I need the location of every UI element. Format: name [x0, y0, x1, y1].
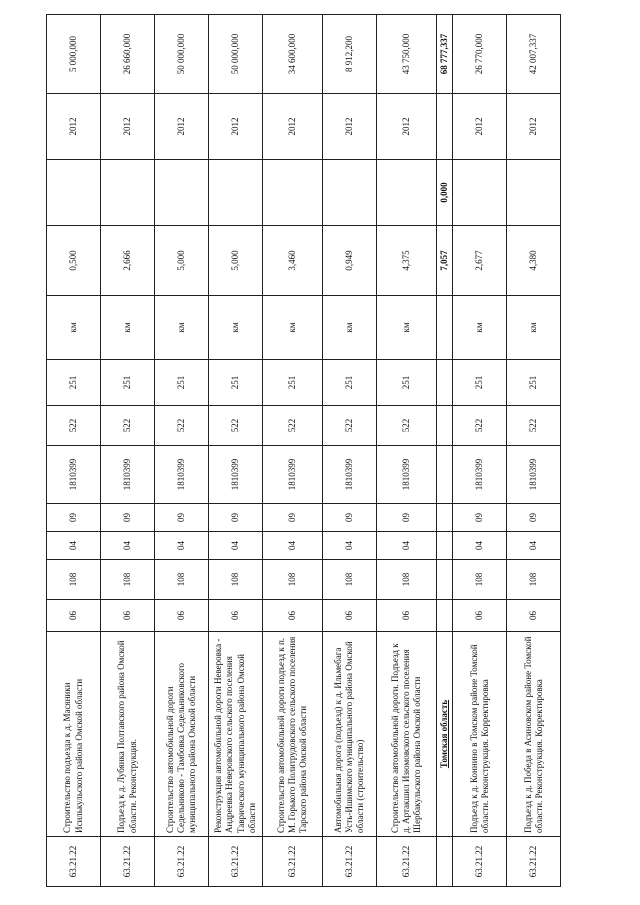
row-unit: км — [209, 296, 263, 360]
row-capacity: 5,000 — [155, 226, 209, 296]
row-kosgu: 251 — [101, 360, 155, 406]
row-kosgu: 251 — [263, 360, 323, 406]
table-row — [453, 15, 507, 887]
row-code: 63.21.22 — [155, 837, 209, 887]
row-section: 04 — [209, 532, 263, 560]
row-target-article: 1810399 — [323, 446, 377, 504]
row-capacity-2 — [47, 160, 101, 226]
row-section: 04 — [155, 532, 209, 560]
row-capacity-2 — [377, 160, 437, 226]
row-name: Автомобильная дорога (подъезд) к д. Ильмебага Усть-Ишимского муниципального района Омской области (строительство) — [323, 632, 377, 837]
row-unit: км — [263, 296, 323, 360]
row-expense-type: 522 — [101, 406, 155, 446]
empty-cell — [437, 600, 453, 632]
row-subsection: 09 — [323, 504, 377, 532]
row-year: 2012 — [507, 94, 561, 160]
row-capacity: 2,666 — [101, 226, 155, 296]
row-amount: 42 007,337 — [507, 15, 561, 94]
row-capacity-2 — [323, 160, 377, 226]
row-subsection: 09 — [209, 504, 263, 532]
row-capacity: 2,677 — [453, 226, 507, 296]
row-subsection: 09 — [453, 504, 507, 532]
row-target-article: 1810399 — [155, 446, 209, 504]
row-gov-code: 06 — [155, 600, 209, 632]
row-year: 2012 — [101, 94, 155, 160]
row-gov-code: 06 — [101, 600, 155, 632]
row-capacity: 5,000 — [209, 226, 263, 296]
row-budget-code: 108 — [507, 560, 561, 600]
row-section: 04 — [507, 532, 561, 560]
row-name: Подъезд к д. Победа в Асиновском районе Томской области. Реконструкция. Корректировка — [507, 632, 561, 837]
row-section: 04 — [101, 532, 155, 560]
row-section: 04 — [453, 532, 507, 560]
row-gov-code: 06 — [453, 600, 507, 632]
row-section: 04 — [323, 532, 377, 560]
row-capacity: 0,500 — [47, 226, 101, 296]
row-unit: км — [155, 296, 209, 360]
row-code: 63.21.22 — [377, 837, 437, 887]
row-unit: км — [101, 296, 155, 360]
row-section: 04 — [377, 532, 437, 560]
row-budget-code: 108 — [453, 560, 507, 600]
row-amount: 5 000,000 — [47, 15, 101, 94]
empty-cell — [437, 360, 453, 406]
row-subsection: 09 — [101, 504, 155, 532]
row-kosgu: 251 — [155, 360, 209, 406]
row-budget-code: 108 — [155, 560, 209, 600]
row-kosgu: 251 — [323, 360, 377, 406]
row-kosgu: 251 — [377, 360, 437, 406]
empty-cell — [437, 406, 453, 446]
row-gov-code: 06 — [323, 600, 377, 632]
row-amount: 34 600,000 — [263, 15, 323, 94]
row-target-article: 1810399 — [101, 446, 155, 504]
row-amount: 26 770,000 — [453, 15, 507, 94]
row-name: Подъезд к д. Лубянка Полтавского района Омской области. Реконструкция. — [101, 632, 155, 837]
row-budget-code: 108 — [377, 560, 437, 600]
row-year: 2012 — [377, 94, 437, 160]
row-capacity-2 — [101, 160, 155, 226]
row-target-article: 1810399 — [453, 446, 507, 504]
row-year: 2012 — [263, 94, 323, 160]
row-target-article: 1810399 — [263, 446, 323, 504]
row-capacity-2 — [155, 160, 209, 226]
empty-cell — [437, 94, 453, 160]
row-amount: 26 660,000 — [101, 15, 155, 94]
table-row — [377, 15, 437, 887]
row-unit: км — [453, 296, 507, 360]
row-year: 2012 — [209, 94, 263, 160]
row-kosgu: 251 — [47, 360, 101, 406]
table-row — [209, 15, 263, 887]
row-name: Строительство автомобильной дороги. Подъезд к д. Артакшил Изюмовского сельского поселения Шербакульского района Омской области — [377, 632, 437, 837]
row-capacity-2 — [507, 160, 561, 226]
row-code: 63.21.22 — [263, 837, 323, 887]
row-name: Подъезд к д. Коннино в Томском районе Томской области. Реконструкция. Корректировка — [453, 632, 507, 837]
table-row — [101, 15, 155, 887]
row-budget-code: 108 — [209, 560, 263, 600]
row-expense-type: 522 — [47, 406, 101, 446]
row-budget-code: 108 — [101, 560, 155, 600]
empty-cell — [437, 532, 453, 560]
region-capacity: 7,057 — [437, 226, 453, 296]
row-target-article: 1810399 — [377, 446, 437, 504]
row-kosgu: 251 — [453, 360, 507, 406]
row-amount: 50 000,000 — [155, 15, 209, 94]
row-unit: км — [507, 296, 561, 360]
row-gov-code: 06 — [507, 600, 561, 632]
row-expense-type: 522 — [209, 406, 263, 446]
empty-cell — [437, 446, 453, 504]
row-name: Строительство автомобильной дороги подъезд к п. М. Горького Политрудовского сельского поселения Тарского района Омской области — [263, 632, 323, 837]
row-year: 2012 — [47, 94, 101, 160]
row-code: 63.21.22 — [507, 837, 561, 887]
row-unit: км — [377, 296, 437, 360]
row-amount: 8 912,200 — [323, 15, 377, 94]
region-amount: 68 777,337 — [437, 15, 453, 94]
row-name: Реконструкция автомобильной дороги Неверовка - Андреевка Неверовского сельского поселения Таврического муниципального района Омской области — [209, 632, 263, 837]
row-gov-code: 06 — [47, 600, 101, 632]
row-capacity: 3,460 — [263, 226, 323, 296]
row-expense-type: 522 — [263, 406, 323, 446]
row-target-article: 1810399 — [209, 446, 263, 504]
row-gov-code: 06 — [209, 600, 263, 632]
table-row — [47, 15, 101, 887]
region-capacity-2: 0,000 — [437, 160, 453, 226]
row-year: 2012 — [323, 94, 377, 160]
row-gov-code: 06 — [263, 600, 323, 632]
row-target-article: 1810399 — [47, 446, 101, 504]
row-name: Строительство автомобильной дороги Седельниково - Тамбовка Седельниковского муниципального района Омской области — [155, 632, 209, 837]
row-subsection: 09 — [377, 504, 437, 532]
table-body — [47, 15, 561, 887]
row-section: 04 — [47, 532, 101, 560]
row-gov-code: 06 — [377, 600, 437, 632]
row-expense-type: 522 — [377, 406, 437, 446]
row-subsection: 09 — [155, 504, 209, 532]
row-amount: 50 000,000 — [209, 15, 263, 94]
row-budget-code: 108 — [263, 560, 323, 600]
row-code: 63.21.22 — [209, 837, 263, 887]
row-capacity: 0,949 — [323, 226, 377, 296]
row-expense-type: 522 — [155, 406, 209, 446]
row-capacity-2 — [209, 160, 263, 226]
row-code: 63.21.22 — [47, 837, 101, 887]
table-row — [263, 15, 323, 887]
empty-cell — [437, 504, 453, 532]
row-code: 63.21.22 — [101, 837, 155, 887]
row-budget-code: 108 — [47, 560, 101, 600]
row-subsection: 09 — [263, 504, 323, 532]
row-unit: км — [323, 296, 377, 360]
region-code — [437, 837, 453, 887]
table-row — [323, 15, 377, 887]
row-name: Строительство подъезда к д. Масяники Исилькульского района Омской области — [47, 632, 101, 837]
row-unit: км — [47, 296, 101, 360]
region-name: Томская область — [437, 632, 453, 837]
table-row — [507, 15, 561, 887]
row-subsection: 09 — [507, 504, 561, 532]
row-capacity-2 — [263, 160, 323, 226]
row-expense-type: 522 — [453, 406, 507, 446]
region-total-row — [437, 15, 453, 887]
row-budget-code: 108 — [323, 560, 377, 600]
empty-cell — [437, 560, 453, 600]
row-year: 2012 — [155, 94, 209, 160]
row-year: 2012 — [453, 94, 507, 160]
row-capacity-2 — [453, 160, 507, 226]
row-amount: 43 750,000 — [377, 15, 437, 94]
row-code: 63.21.22 — [453, 837, 507, 887]
empty-cell — [437, 296, 453, 360]
row-section: 04 — [263, 532, 323, 560]
budget-table — [46, 14, 561, 887]
row-expense-type: 522 — [323, 406, 377, 446]
row-expense-type: 522 — [507, 406, 561, 446]
row-subsection: 09 — [47, 504, 101, 532]
row-code: 63.21.22 — [323, 837, 377, 887]
row-capacity: 4,380 — [507, 226, 561, 296]
row-capacity: 4,375 — [377, 226, 437, 296]
table-row — [155, 15, 209, 887]
row-kosgu: 251 — [209, 360, 263, 406]
row-kosgu: 251 — [507, 360, 561, 406]
row-target-article: 1810399 — [507, 446, 561, 504]
